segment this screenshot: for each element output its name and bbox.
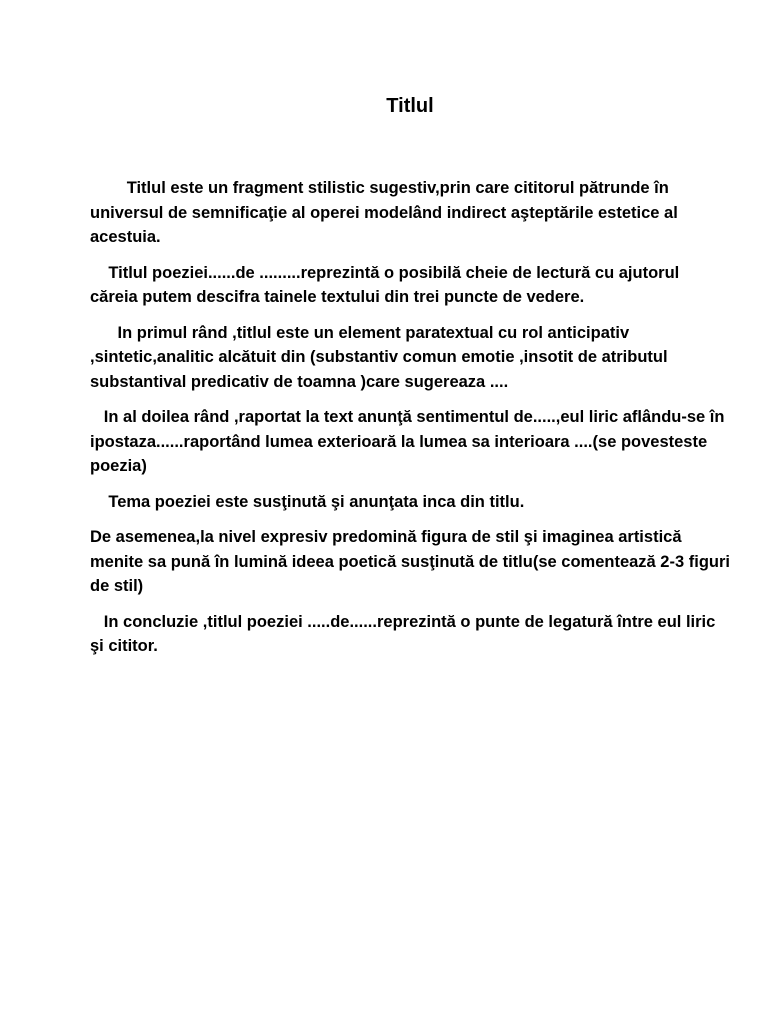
page-title: Titlul xyxy=(386,95,434,117)
paragraph-expressive-level: De asemenea,la nivel expresiv predomină figura de stil şi imaginea artistică menite sa pună în lumină ideea poetică susţinută de titlu(se comentează 2-3 figuri de stil) xyxy=(90,528,735,595)
document-body xyxy=(90,176,735,670)
paragraph-reading-key: Titlul poeziei......de .........reprezintă o posibilă cheie de lectură cu ajutorul căreia putem descifra tainele textului din trei puncte de vedere. xyxy=(90,263,684,306)
paragraph-conclusion: In concluzie ,titlul poeziei .....de......reprezintă o punte de legatură între eul liric şi cititor. xyxy=(90,612,720,655)
paragraph-theme: Tema poeziei este susţinută şi anunţata inca din titlu. xyxy=(90,492,525,511)
paragraph-second-point: In al doilea rând ,raportat la text anunţă sentimentul de.....,eul liric aflându-se în ipostaza......raportând lumea exterioară la lumea sa interioara ....(se povesteste poezia) xyxy=(90,408,730,475)
paragraph-first-point: In primul rând ,titlul este un element paratextual cu rol anticipativ ,sintetic,analitic alcătuit din (substantiv comun emotie ,insotit de atributul substantival predicativ de toamna )care sugereaza .... xyxy=(90,323,673,391)
paragraph-intro: Titlul este un fragment stilistic sugestiv,prin care cititorul pătrunde în universul de semnificaţie al operei modelând indirect aşteptările estetice al acestuia. xyxy=(90,179,683,246)
